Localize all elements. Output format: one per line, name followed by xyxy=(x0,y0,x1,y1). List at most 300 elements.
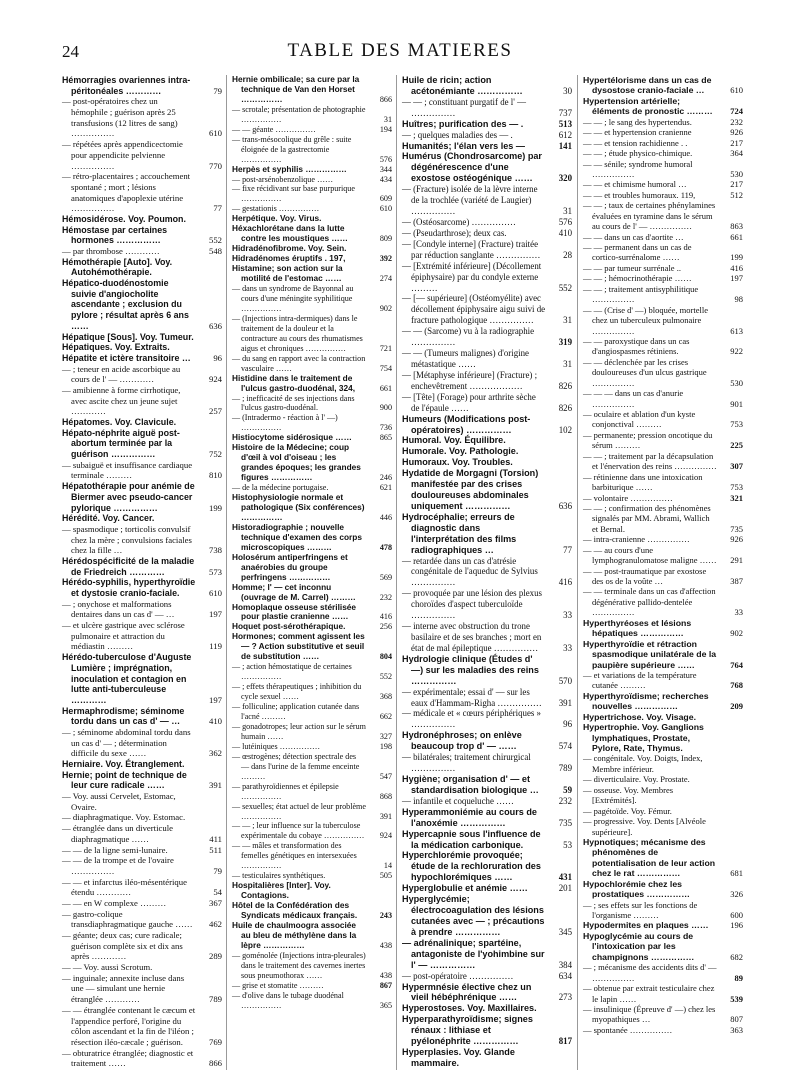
index-entry xyxy=(583,816,743,837)
entry-text: — (Pseudarthrose); deux cas. xyxy=(402,227,507,238)
entry-page: 434 xyxy=(379,174,392,184)
index-entry xyxy=(402,588,572,621)
index-entry xyxy=(402,261,572,294)
entry-text: Humorale. Voy. Pathologie. xyxy=(402,446,519,457)
entry-page: 636 xyxy=(208,320,222,331)
entry-text: Herpès et syphilis …………… xyxy=(232,163,347,174)
entry-text: Hépatothérapie pour anémie de Biermer avec pseudo-cancer pylorique …………… xyxy=(62,481,195,513)
entry-page: 682 xyxy=(730,951,743,962)
index-entry xyxy=(62,214,222,225)
entry-text: — — ; confirmation des phénomènes signalés par MM. Abrami, Wallich et Bernal. xyxy=(583,502,711,534)
entry-text: Hyperplasies. Voy. Glande mammaire. xyxy=(402,1047,515,1068)
entry-page: 14 xyxy=(383,861,392,871)
entry-page: 365 xyxy=(379,1000,392,1010)
entry-text: — amibienne à forme cirrhotique, avec ascite chez un jeune sujet ………… xyxy=(62,384,181,417)
index-entry xyxy=(583,200,743,231)
entry-page: 613 xyxy=(730,325,743,336)
entry-text: Histidine dans le traitement de l'ulcus gastro-duodénal, 324, xyxy=(232,372,356,393)
index-entry xyxy=(583,242,743,263)
entry-text: Hyperthyroïdisme; recherches nouvelles …………… xyxy=(583,690,709,712)
entry-text: Hépatico-duodénostomie suivie d'angiocholite ascendante ; exclusion du pylore ; résultat après 6 ans …… xyxy=(62,278,189,331)
entry-page: 319 xyxy=(558,337,572,348)
index-entry xyxy=(583,618,743,639)
index-entry xyxy=(583,753,743,774)
index-entry xyxy=(402,239,572,261)
index-entry xyxy=(402,1014,572,1047)
entry-page: 416 xyxy=(730,262,743,273)
entry-page: 826 xyxy=(558,380,572,391)
entry-page: 868 xyxy=(379,791,392,801)
entry-page: 289 xyxy=(208,951,222,962)
index-entry xyxy=(583,534,743,544)
entry-page: 569 xyxy=(379,572,392,582)
index-entry xyxy=(62,332,222,343)
entry-page: 384 xyxy=(558,959,572,970)
entry-page: 753 xyxy=(730,419,743,430)
entry-page: 363 xyxy=(730,1024,743,1035)
index-entry xyxy=(402,151,572,184)
entry-page: 225 xyxy=(730,440,743,451)
column-divider xyxy=(396,75,397,1070)
entry-page: 307 xyxy=(730,461,743,472)
entry-page: 431 xyxy=(558,872,572,883)
index-entry xyxy=(402,1047,572,1069)
entry-text: — ; ses effets sur les fonctions de l'organisme ……… xyxy=(583,899,698,920)
entry-text: Hypermnésie élective chez un vieil hébéphrénique …… xyxy=(402,981,532,1003)
entry-page: 764 xyxy=(730,659,743,670)
index-entry xyxy=(62,171,222,214)
index-entry xyxy=(62,877,222,898)
entry-page: 77 xyxy=(563,544,572,555)
entry-text: Hémothérapie [Auto]. Voy. Autohémothérapie. xyxy=(62,256,173,278)
index-entry xyxy=(232,443,392,483)
index-entry xyxy=(583,806,743,816)
entry-page: 924 xyxy=(379,831,392,841)
entry-text: — — et hypertension cranienne xyxy=(583,127,692,138)
entry-page: 217 xyxy=(730,137,743,148)
entry-page: 291 xyxy=(730,555,743,566)
entry-page: 345 xyxy=(558,926,572,937)
index-entry xyxy=(62,96,222,139)
entry-page: 79 xyxy=(213,85,222,96)
index-entry xyxy=(583,179,743,189)
entry-text: Hérédo-syphilis, hyperthyroïdie et dystosie cranio-faciale. xyxy=(62,577,196,598)
entry-text: Herniaire. Voy. Étranglement. xyxy=(62,759,185,769)
entry-text: Hermaphrodisme; séminome tordu dans un cas d' — … xyxy=(62,705,185,727)
index-entry xyxy=(62,652,222,705)
index-entry xyxy=(402,348,572,370)
index-entry xyxy=(402,894,572,938)
entry-page: 201 xyxy=(558,883,572,894)
index-entry xyxy=(62,930,222,962)
entry-page: 513 xyxy=(558,118,572,129)
entry-text: — oculaire et ablation d'un kyste conjonctival ……… xyxy=(583,409,696,430)
index-entry xyxy=(402,130,572,141)
entry-text: — diaphragmatique. Voy. Estomac. xyxy=(62,812,186,823)
entry-text: Histophysiologie normale et pathologique (Six conférences) …………… xyxy=(232,492,365,522)
entry-text: — (Injections intra-dermiques) dans le traitement de la douleur et la contracture au cours des rhumatismes aigus et chroniques …………… xyxy=(232,313,363,353)
entry-text: — — (Tumeurs malignes) d'origine métastatique …… xyxy=(402,348,529,369)
index-entry xyxy=(583,117,743,127)
index-entry xyxy=(402,228,572,239)
entry-text: Holosérum antiperfringens et anaérobies du groupe perfringens …………… xyxy=(232,551,348,582)
entry-text: Humoral. Voy. Équilibre. xyxy=(402,435,506,446)
entry-page: 530 xyxy=(730,168,743,179)
index-entry xyxy=(232,603,392,623)
index-entry xyxy=(62,481,222,513)
entry-text: Hidradénomes éruptifs . 197, xyxy=(232,253,346,264)
index-entry xyxy=(232,224,392,244)
entry-text: — osseuse. Voy. Membres [Extrémités]. xyxy=(583,784,674,806)
entry-page: 737 xyxy=(558,107,572,118)
index-entry xyxy=(583,774,743,784)
entry-text: — — permanent dans un cas de cortico-surrénalome …… xyxy=(583,242,692,263)
entry-text: — dans un syndrome de Bayonnal au cours d'une méningite syphilitique …………… xyxy=(232,284,354,313)
index-entry xyxy=(583,336,743,357)
entry-text: — — ; leur influence sur la tuberculose expérimentale du cobaye …………… xyxy=(232,821,365,841)
entry-page: 33 xyxy=(563,642,572,653)
entry-page: 438 xyxy=(379,970,392,980)
entry-page: 736 xyxy=(379,423,392,433)
index-entry xyxy=(583,722,743,753)
index-entry xyxy=(62,599,222,620)
index-entry xyxy=(402,468,572,512)
entry-text: — — par tumeur surrénale .. xyxy=(583,262,681,273)
entry-text: Hypnotiques; mécanisme des phénomènes de potentialisation de leur action chez le rat …………… xyxy=(583,836,716,879)
index-entry xyxy=(583,284,743,305)
index-entry xyxy=(583,837,743,879)
entry-text: — lutéiniques …………… xyxy=(232,741,321,751)
entry-text: — — ; hémocrinothérapie …… xyxy=(583,273,692,284)
entry-page: 530 xyxy=(730,377,743,388)
entry-text: — [Condyle interne] (Fracture) traitée par réduction sanglante …………… xyxy=(402,238,541,260)
entry-text: — congénitale. Voy. Doigts, Index, Membre inférieur. xyxy=(583,753,703,774)
entry-page: 866 xyxy=(208,1058,222,1069)
entry-page: 232 xyxy=(558,795,572,806)
entry-text: — trans-mésocolique du grêle : suite éloignée de la gastrectomie …………… xyxy=(232,134,352,164)
entry-page: 547 xyxy=(379,771,392,781)
entry-text: — adrénalinique; spartéine, antagoniste de l'yohimbine sur l' — …………… xyxy=(402,937,545,970)
index-entry xyxy=(232,553,392,583)
entry-text: Humanités; l'élan vers les — xyxy=(402,140,525,151)
index-entry xyxy=(62,812,222,823)
index-entry xyxy=(583,273,743,283)
index-entry xyxy=(402,75,572,97)
index-entry xyxy=(583,472,743,493)
entry-text: — post-arsénobenzolique …… xyxy=(232,174,334,184)
index-entry xyxy=(62,524,222,556)
entry-page: 31 xyxy=(563,358,572,369)
entry-page: 548 xyxy=(208,246,222,256)
entry-page: 28 xyxy=(563,249,572,260)
index-entry xyxy=(62,257,222,278)
index-entry xyxy=(232,184,392,204)
index-entry xyxy=(402,414,572,436)
entry-text: Hidradénofibrome. Voy. Sein. xyxy=(232,243,347,254)
index-entry xyxy=(232,284,392,314)
entry-text: Hygiène; organisation d' — et standardisation biologique … xyxy=(402,774,539,795)
entry-text: Hyperostoses. Voy. Maxillaires. xyxy=(402,1003,537,1014)
entry-text: Hérédospécificité de la maladie de Friedreich ………… xyxy=(62,555,195,577)
index-entry xyxy=(583,639,743,670)
index-entry xyxy=(62,845,222,856)
index-entry xyxy=(583,920,743,930)
index-entry xyxy=(583,931,743,962)
entry-page: 610 xyxy=(379,204,392,214)
index-entry xyxy=(402,512,572,556)
entry-page: 610 xyxy=(208,588,222,598)
entry-page: 33 xyxy=(734,607,743,618)
entry-text: Hypertélorisme dans un cas de dysostose cranio-faciale … xyxy=(583,75,712,96)
index-entry xyxy=(232,632,392,662)
entry-text: — volontaire …………… xyxy=(583,492,673,503)
entry-page: 576 xyxy=(379,154,392,164)
index-entry xyxy=(402,730,572,752)
entry-page: 364 xyxy=(730,148,743,159)
entry-text: — rétinienne dans une intoxication barbiturique …… xyxy=(583,471,703,493)
index-entry xyxy=(402,850,572,883)
index-entry xyxy=(402,184,572,217)
entry-text: — — de la ligne semi-lunaire. xyxy=(62,844,168,855)
entry-page: 752 xyxy=(208,449,222,460)
index-entry xyxy=(232,742,392,752)
entry-text: — étranglée dans un diverticule diaphragmatique …… xyxy=(62,823,173,844)
entry-page: 198 xyxy=(379,741,392,751)
entry-text: — provoquée par une lésion des plexus choroïdes d'aspect tuberculoïde …………… xyxy=(402,588,542,621)
entry-page: 826 xyxy=(558,402,572,413)
column-divider xyxy=(577,75,578,1070)
index-entry xyxy=(62,855,222,876)
entry-page: 926 xyxy=(730,127,743,138)
index-entry xyxy=(402,708,572,730)
entry-page: 462 xyxy=(208,919,222,930)
index-entry xyxy=(402,687,572,709)
entry-page: 98 xyxy=(734,294,743,305)
index-entry xyxy=(583,409,743,430)
entry-page: 59 xyxy=(563,784,572,795)
entry-page: 392 xyxy=(379,254,392,264)
entry-page: 552 xyxy=(558,282,572,293)
index-entry xyxy=(62,460,222,481)
index-entry xyxy=(232,921,392,951)
index-entry xyxy=(62,417,222,428)
index-entry xyxy=(232,702,392,722)
index-entry xyxy=(402,326,572,348)
index-entry xyxy=(583,785,743,806)
entry-page: 901 xyxy=(730,398,743,409)
entry-text: Hypercapnie sous l'influence de la médication carbonique. xyxy=(402,828,541,850)
index-entry xyxy=(62,620,222,652)
entry-page: 410 xyxy=(208,716,222,727)
entry-text: — [Métaphyse inférieure] (Fracture) ; enchevêtrement ……………… xyxy=(402,369,538,391)
entry-text: — ; onychose et malformations dentaires dans un cas d' — … xyxy=(62,598,175,620)
entry-text: — scrotale; présentation de photographie …………… xyxy=(232,104,366,124)
entry-text: — [— supérieure] (Ostéomyélite) avec décollement épiphysaire aigu suivi de fracture pathologique …………… xyxy=(402,293,546,326)
entry-page: 53 xyxy=(563,839,572,850)
entry-page: 807 xyxy=(730,1014,743,1025)
index-entry xyxy=(402,796,572,807)
entry-text: — intra-cranienne …………… xyxy=(583,534,690,545)
entry-page: 96 xyxy=(213,352,222,363)
entry-text: Hypertrophie. Voy. Ganglions lymphatiques, Prostate, Pylore, Rate, Thymus. xyxy=(583,722,704,753)
entry-page: 327 xyxy=(379,731,392,741)
entry-text: — sexuelles; état actuel de leur problème …………… xyxy=(232,801,366,821)
index-entry xyxy=(232,752,392,782)
index-entry xyxy=(232,264,392,284)
entry-page: 446 xyxy=(379,512,392,522)
entry-page: 257 xyxy=(208,406,222,417)
index-entry xyxy=(232,782,392,802)
index-entry xyxy=(62,364,222,385)
entry-text: — rétro-placentaires ; accouchement spontané ; mort ; lésions anatomiques d'apoplexie utérine …………… xyxy=(62,171,191,214)
entry-text: Hyperammoniémie au cours de l'anoxémie …………… xyxy=(402,806,537,828)
entry-text: — ; teneur en acide ascorbique au cours de l' — ………… xyxy=(62,363,181,385)
index-entry xyxy=(232,394,392,414)
index-entry xyxy=(583,900,743,921)
index-entry xyxy=(583,263,743,273)
entry-page: 411 xyxy=(209,833,222,844)
entry-text: — — au cours d'une lymphogranulomatose maligne …… xyxy=(583,544,717,566)
entry-page: 30 xyxy=(563,85,572,96)
index-entry xyxy=(402,621,572,654)
entry-text: Humeurs (Modifications post-opératoires) …………… xyxy=(402,413,531,435)
index-entry xyxy=(62,428,222,460)
entry-text: — ; quelques maladies des — . xyxy=(402,129,513,140)
index-entry xyxy=(583,305,743,336)
index-entry xyxy=(62,706,222,727)
index-entry xyxy=(62,225,222,246)
index-entry xyxy=(232,722,392,742)
index-column-2 xyxy=(232,75,392,1011)
entry-page: 768 xyxy=(730,680,743,691)
entry-page: 217 xyxy=(730,179,743,190)
index-entry xyxy=(62,75,222,96)
index-entry xyxy=(232,175,392,185)
entry-page: 505 xyxy=(379,871,392,881)
index-entry xyxy=(62,823,222,844)
entry-page: 209 xyxy=(730,701,743,712)
entry-text: Hyperglobulie et anémie …… xyxy=(402,883,528,894)
entry-page: 769 xyxy=(208,1036,222,1047)
index-entry xyxy=(583,493,743,503)
index-entry xyxy=(62,342,222,353)
index-entry xyxy=(232,413,392,433)
entry-page: 552 xyxy=(379,672,392,682)
entry-page: 197 xyxy=(208,694,222,705)
index-entry xyxy=(232,682,392,702)
entry-page: 926 xyxy=(730,534,743,545)
entry-text: Hormones; comment agissent les — ? Action substitutive et seuil de substitution …… xyxy=(232,631,365,662)
index-entry xyxy=(402,829,572,851)
entry-text: Hyperthyroïdie et rétraction spasmodique unilatérale de la paupière supérieure …… xyxy=(583,638,717,670)
entry-page: 552 xyxy=(208,235,222,246)
entry-page: 256 xyxy=(379,622,392,632)
entry-text: Histiocytome sidérosique …… xyxy=(232,432,352,443)
index-entry xyxy=(62,278,222,331)
entry-text: — — et chimisme humoral … xyxy=(583,179,687,190)
entry-page: 636 xyxy=(558,500,572,511)
entry-text: Héxachlorétane dans la lutte contre les moustiques …… xyxy=(232,223,348,244)
entry-page: 770 xyxy=(208,160,222,171)
entry-text: Hernie ombilicale; sa cure par la technique de Van den Horset …………… xyxy=(232,74,360,104)
entry-page: 900 xyxy=(379,403,392,413)
entry-page: 809 xyxy=(379,234,392,244)
index-entry xyxy=(232,354,392,374)
index-entry xyxy=(402,435,572,446)
entry-page: 662 xyxy=(379,712,392,721)
index-entry xyxy=(402,97,572,119)
entry-text: Huîtres; purification des — . xyxy=(402,118,524,129)
entry-page: 610 xyxy=(730,85,743,96)
entry-text: — post-opératoires chez un hémophile ; guérison après 25 transfusions (12 litres de sang) …………… xyxy=(62,96,178,139)
column-divider xyxy=(226,75,227,1070)
entry-page: 194 xyxy=(379,124,392,134)
entry-text: Hépatomes. Voy. Clavicule. xyxy=(62,417,177,427)
entry-text: — gonadotropes; leur action sur le sérum humain …… xyxy=(232,721,366,741)
entry-text: — gestationis …………… xyxy=(232,204,320,214)
index-entry xyxy=(232,523,392,553)
entry-page: 922 xyxy=(730,346,743,357)
index-entry xyxy=(232,951,392,981)
index-entry xyxy=(62,556,222,577)
index-entry xyxy=(583,983,743,1004)
index-entry xyxy=(583,545,743,566)
index-entry xyxy=(402,556,572,589)
entry-text: — (Ostéosarcome) …………… xyxy=(402,216,516,227)
entry-text: — géante; deux cas; cure radicale; guérison complète six et dix ans après ………… xyxy=(62,930,183,962)
entry-page: 89 xyxy=(734,972,743,983)
entry-text: — — de la trompe et de l'ovaire …………… xyxy=(62,855,174,876)
index-entry xyxy=(232,901,392,921)
entry-page: 416 xyxy=(379,612,392,622)
entry-text: — œstrogènes; détection spectrale des — dans l'urine de la femme enceinte ……… xyxy=(232,751,360,781)
index-entry xyxy=(232,165,392,175)
entry-text: — bilatérales; traitement chirurgical …………… xyxy=(402,752,531,774)
entry-text: — — ; traitement antisyphilitique …………… xyxy=(583,283,699,305)
entry-text: — pagétoïde. Voy. Fémur. xyxy=(583,805,672,816)
index-entry xyxy=(232,125,392,135)
index-entry xyxy=(232,991,392,1011)
index-entry xyxy=(583,159,743,180)
entry-text: Hypertension artérielle; éléments de pronostic ……… xyxy=(583,95,713,117)
index-entry xyxy=(583,127,743,137)
entry-text: — — ; étude physico-chimique. xyxy=(583,148,693,159)
entry-page: 924 xyxy=(208,374,222,385)
entry-page: 721 xyxy=(379,343,392,353)
entry-text: — répétées après appendicectomie pour appendicite pelvienne …………… xyxy=(62,139,183,171)
entry-text: — Voy. aussi Cervelet, Estomac, Ovaire. xyxy=(62,791,176,812)
entry-page: 232 xyxy=(379,592,392,602)
entry-text: — permanente; pression oncotique du sérum ……… xyxy=(583,429,713,451)
entry-page: 199 xyxy=(208,502,222,513)
entry-text: — — ; le sang des hypertendus. xyxy=(583,116,692,127)
entry-page: 661 xyxy=(379,383,392,393)
index-entry xyxy=(232,314,392,354)
entry-text: — ; séminome abdominal tordu dans un cas d' — ; détermination difficile du sexe …… xyxy=(62,726,191,759)
entry-page: 391 xyxy=(558,697,572,708)
index-entry xyxy=(402,1003,572,1014)
entry-page: 31 xyxy=(563,315,572,326)
index-entry xyxy=(62,1005,222,1048)
entry-text: — inguinale; annexite incluse dans une — simulant une hernie étranglée ………… xyxy=(62,972,185,1005)
entry-page: 574 xyxy=(558,741,572,752)
entry-text: — subaiguë et insuffisance cardiaque terminale ……… xyxy=(62,459,193,481)
entry-page: 320 xyxy=(558,173,572,184)
entry-page: 416 xyxy=(558,577,572,588)
entry-text: — post-opératoire …………… xyxy=(402,970,514,981)
entry-text: — — et tension rachidienne . . xyxy=(583,137,688,148)
entry-page: 31 xyxy=(563,206,572,217)
